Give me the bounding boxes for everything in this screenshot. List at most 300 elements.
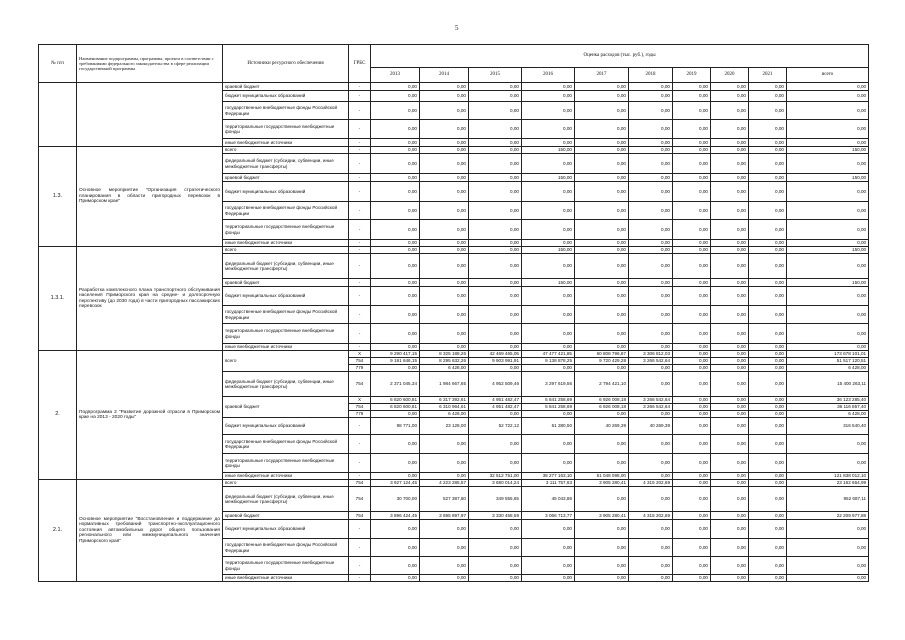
- table-row: [39, 480, 869, 487]
- value-cell: 0,00: [673, 279, 711, 287]
- grbs-cell: 754: [349, 404, 371, 411]
- value-cell: 0,00: [629, 254, 673, 279]
- value-cell: 23 128,00: [420, 418, 469, 435]
- value-cell: 0,00: [629, 91, 673, 102]
- value-cell: 3 306 812,03: [629, 351, 673, 358]
- value-cell: 0,00: [629, 139, 673, 147]
- value-cell: 0,00: [711, 102, 749, 120]
- source-cell: государственные внебюджетные фонды Российской Федерации: [223, 435, 349, 454]
- value-cell: 0,00: [673, 254, 711, 279]
- value-cell: 0,00: [420, 306, 469, 324]
- value-cell: 0,00: [575, 520, 629, 539]
- grbs-cell: 779: [349, 411, 371, 418]
- value-cell: 0,00: [371, 435, 420, 454]
- value-cell: 0,00: [711, 120, 749, 139]
- value-cell: 0,00: [673, 351, 711, 358]
- header-year: 2013: [371, 68, 420, 83]
- value-cell: 0,00: [469, 247, 522, 254]
- grbs-cell: -: [349, 182, 371, 202]
- value-cell: 0,00: [749, 147, 787, 154]
- value-cell: 0,00: [673, 372, 711, 397]
- value-cell: 0,00: [469, 324, 522, 344]
- value-cell: 2 371 045,34: [371, 372, 420, 397]
- value-cell: 0,00: [787, 557, 869, 575]
- table-row: [39, 247, 869, 254]
- grbs-cell: -: [349, 279, 371, 287]
- value-cell: 0,00: [420, 473, 469, 480]
- value-cell: 0,00: [420, 344, 469, 351]
- value-cell: 0,00: [749, 411, 787, 418]
- value-cell: 0,00: [629, 202, 673, 220]
- value-cell: 0,00: [673, 247, 711, 254]
- value-cell: 0,00: [749, 365, 787, 372]
- value-cell: 0,00: [575, 83, 629, 91]
- value-cell: 0,00: [522, 435, 575, 454]
- value-cell: 0,00: [575, 557, 629, 575]
- header-estimate: Оценка расходов (тыс. руб.), годы: [371, 45, 869, 68]
- value-cell: 0,00: [711, 351, 749, 358]
- value-cell: 0,00: [469, 344, 522, 351]
- header-year: 2014: [420, 68, 469, 83]
- value-cell: 0,00: [420, 247, 469, 254]
- table-row: [39, 83, 869, 91]
- value-cell: 0,00: [629, 306, 673, 324]
- value-cell: 22 209 977,88: [787, 512, 869, 520]
- value-cell: 47 477 421,85: [522, 351, 575, 358]
- value-cell: 0,00: [522, 182, 575, 202]
- value-cell: 0,00: [575, 202, 629, 220]
- value-cell: 0,00: [787, 139, 869, 147]
- value-cell: 0,00: [749, 372, 787, 397]
- value-cell: 0,00: [575, 435, 629, 454]
- value-cell: 0,00: [371, 240, 420, 247]
- value-cell: 51 517 120,51: [787, 358, 869, 365]
- value-cell: 0,00: [749, 351, 787, 358]
- value-cell: 0,00: [522, 287, 575, 306]
- value-cell: 0,00: [629, 174, 673, 182]
- source-cell: федеральный бюджет (субсидии, субвенции, иные межбюджетные трансферты): [223, 487, 349, 512]
- value-cell: 0,00: [629, 520, 673, 539]
- value-cell: 0,00: [749, 344, 787, 351]
- value-cell: 0,00: [575, 365, 629, 372]
- value-cell: 3 896 424,45: [371, 512, 420, 520]
- value-cell: 0,00: [673, 102, 711, 120]
- header-year: 2021: [749, 68, 787, 83]
- value-cell: 0,00: [420, 287, 469, 306]
- value-cell: 0,00: [787, 344, 869, 351]
- value-cell: 0,00: [371, 473, 420, 480]
- value-cell: 0,00: [575, 306, 629, 324]
- value-cell: 0,00: [522, 220, 575, 240]
- value-cell: 0,00: [673, 287, 711, 306]
- source-cell: государственные внебюджетные фонды Российской Федерации: [223, 539, 349, 557]
- value-cell: 0,00: [575, 102, 629, 120]
- value-cell: 0,00: [749, 247, 787, 254]
- value-cell: 0,00: [787, 287, 869, 306]
- value-cell: 0,00: [629, 575, 673, 582]
- value-cell: 6 820 600,81: [371, 397, 420, 404]
- source-cell: краевой бюджет: [223, 83, 349, 91]
- value-cell: 0,00: [787, 306, 869, 324]
- header-year: 2016: [522, 68, 575, 83]
- value-cell: 0,00: [522, 240, 575, 247]
- value-cell: 0,00: [711, 487, 749, 512]
- value-cell: 0,00: [749, 575, 787, 582]
- value-cell: 0,00: [673, 365, 711, 372]
- value-cell: 0,00: [371, 254, 420, 279]
- header-name: Наименование подпрограммы, программы, проекта в соответствии с требованиями федерального законодательства в сфере реализации государственной программы: [77, 45, 223, 83]
- value-cell: 0,00: [522, 154, 575, 174]
- value-cell: 40 269,39: [629, 418, 673, 435]
- source-cell: территориальные государственные внебюджетные фонды: [223, 454, 349, 473]
- value-cell: 0,00: [469, 520, 522, 539]
- value-cell: 0,00: [711, 254, 749, 279]
- value-cell: 150,00: [787, 279, 869, 287]
- value-cell: 0,00: [629, 287, 673, 306]
- value-cell: 0,00: [749, 358, 787, 365]
- grbs-cell: -: [349, 306, 371, 324]
- value-cell: 0,00: [575, 487, 629, 512]
- value-cell: 0,00: [749, 306, 787, 324]
- value-cell: 0,00: [420, 102, 469, 120]
- value-cell: 0,00: [371, 247, 420, 254]
- value-cell: 0,00: [673, 473, 711, 480]
- source-cell: государственные внебюджетные фонды Российской Федерации: [223, 102, 349, 120]
- value-cell: 0,00: [469, 454, 522, 473]
- value-cell: 0,00: [711, 83, 749, 91]
- value-cell: 0,00: [629, 454, 673, 473]
- value-cell: 0,00: [371, 102, 420, 120]
- value-cell: 3 927 124,45: [371, 480, 420, 487]
- source-cell: федеральный бюджет (субсидии, субвенции, иные межбюджетные трансферты): [223, 254, 349, 279]
- value-cell: 0,00: [711, 575, 749, 582]
- value-cell: 6 820 600,81: [371, 404, 420, 411]
- value-cell: 9 138 878,25: [522, 358, 575, 365]
- value-cell: 0,00: [711, 512, 749, 520]
- value-cell: 0,00: [469, 220, 522, 240]
- value-cell: 0,00: [575, 247, 629, 254]
- value-cell: 0,00: [469, 287, 522, 306]
- value-cell: 8 325 188,26: [420, 351, 469, 358]
- value-cell: 0,00: [420, 120, 469, 139]
- value-cell: 0,00: [673, 435, 711, 454]
- source-cell: иные внебюджетные источники: [223, 575, 349, 582]
- value-cell: 0,00: [711, 520, 749, 539]
- value-cell: 6 428,00: [787, 365, 869, 372]
- value-cell: 0,00: [575, 287, 629, 306]
- grbs-cell: -: [349, 575, 371, 582]
- source-cell: территориальные государственные внебюджетные фонды: [223, 324, 349, 344]
- value-cell: 0,00: [711, 182, 749, 202]
- value-cell: 2 794 421,10: [575, 372, 629, 397]
- value-cell: 0,00: [522, 411, 575, 418]
- value-cell: 0,00: [711, 240, 749, 247]
- value-cell: 0,00: [575, 154, 629, 174]
- value-cell: 0,00: [749, 254, 787, 279]
- value-cell: 0,00: [575, 174, 629, 182]
- grbs-cell: -: [349, 539, 371, 557]
- value-cell: 0,00: [469, 575, 522, 582]
- value-cell: 36 123 285,40: [787, 397, 869, 404]
- source-cell: государственные внебюджетные фонды Российской Федерации: [223, 202, 349, 220]
- value-cell: 4 315 202,69: [629, 480, 673, 487]
- value-cell: 0,00: [711, 202, 749, 220]
- value-cell: 51 048 098,00: [575, 473, 629, 480]
- value-cell: 0,00: [749, 324, 787, 344]
- value-cell: 0,00: [522, 102, 575, 120]
- value-cell: 40 269,39: [575, 418, 629, 435]
- source-cell: краевой бюджет: [223, 397, 349, 418]
- value-cell: 0,00: [420, 539, 469, 557]
- value-cell: 0,00: [749, 435, 787, 454]
- grbs-cell: -: [349, 120, 371, 139]
- value-cell: 0,00: [629, 83, 673, 91]
- value-cell: 0,00: [673, 512, 711, 520]
- source-cell: иные внебюджетные источники: [223, 139, 349, 147]
- value-cell: 0,00: [420, 202, 469, 220]
- value-cell: 0,00: [711, 344, 749, 351]
- value-cell: 0,00: [749, 404, 787, 411]
- value-cell: 0,00: [711, 372, 749, 397]
- header-year: 2020: [711, 68, 749, 83]
- value-cell: 0,00: [371, 154, 420, 174]
- value-cell: 0,00: [575, 411, 629, 418]
- value-cell: 0,00: [711, 404, 749, 411]
- grbs-cell: -: [349, 91, 371, 102]
- source-cell: иные внебюджетные источники: [223, 344, 349, 351]
- value-cell: 0,00: [673, 91, 711, 102]
- table-row: [39, 351, 869, 358]
- value-cell: 0,00: [469, 365, 522, 372]
- source-cell: иные внебюджетные источники: [223, 240, 349, 247]
- value-cell: 0,00: [629, 120, 673, 139]
- value-cell: 3 680 014,24: [469, 480, 522, 487]
- value-cell: 4 951 482,47: [469, 397, 522, 404]
- value-cell: 0,00: [673, 575, 711, 582]
- value-cell: 150,00: [522, 147, 575, 154]
- value-cell: 0,00: [371, 324, 420, 344]
- value-cell: 0,00: [629, 539, 673, 557]
- source-cell: территориальные государственные внебюджетные фонды: [223, 220, 349, 240]
- value-cell: 0,00: [749, 102, 787, 120]
- value-cell: 0,00: [469, 202, 522, 220]
- value-cell: 0,00: [787, 240, 869, 247]
- value-cell: 0,00: [673, 480, 711, 487]
- item-number: [39, 83, 77, 147]
- value-cell: 0,00: [420, 139, 469, 147]
- source-cell: бюджет муниципальных образований: [223, 91, 349, 102]
- value-cell: 0,00: [420, 454, 469, 473]
- grbs-cell: -: [349, 287, 371, 306]
- value-cell: 0,00: [787, 575, 869, 582]
- value-cell: 0,00: [522, 324, 575, 344]
- value-cell: 0,00: [711, 139, 749, 147]
- value-cell: 8 295 632,26: [420, 358, 469, 365]
- value-cell: 0,00: [749, 120, 787, 139]
- value-cell: 0,00: [575, 147, 629, 154]
- value-cell: 6 428,00: [787, 411, 869, 418]
- value-cell: 6 428,00: [420, 365, 469, 372]
- value-cell: 0,00: [629, 154, 673, 174]
- value-cell: 1 984 667,65: [420, 372, 469, 397]
- value-cell: 32 512 751,00: [469, 473, 522, 480]
- value-cell: 0,00: [749, 473, 787, 480]
- value-cell: 0,00: [420, 182, 469, 202]
- value-cell: 4 951 482,47: [469, 404, 522, 411]
- value-cell: 0,00: [575, 139, 629, 147]
- value-cell: 0,00: [575, 254, 629, 279]
- value-cell: 98 771,00: [371, 418, 420, 435]
- item-number: 2.1.: [39, 480, 77, 582]
- value-cell: 6 428,00: [420, 411, 469, 418]
- grbs-cell: -: [349, 418, 371, 435]
- value-cell: 0,00: [469, 557, 522, 575]
- value-cell: 0,00: [522, 202, 575, 220]
- value-cell: 0,00: [673, 324, 711, 344]
- value-cell: 0,00: [749, 418, 787, 435]
- grbs-cell: -: [349, 139, 371, 147]
- value-cell: 952 687,11: [787, 487, 869, 512]
- source-cell: государственные внебюджетные фонды Российской Федерации: [223, 306, 349, 324]
- grbs-cell: -: [349, 174, 371, 182]
- value-cell: 0,00: [522, 575, 575, 582]
- value-cell: 150,00: [787, 147, 869, 154]
- value-cell: 0,00: [371, 220, 420, 240]
- value-cell: 0,00: [629, 344, 673, 351]
- value-cell: 0,00: [469, 182, 522, 202]
- value-cell: 0,00: [575, 324, 629, 344]
- value-cell: 0,00: [420, 557, 469, 575]
- value-cell: 38 277 163,10: [522, 473, 575, 480]
- source-cell: всего: [223, 480, 349, 487]
- value-cell: 0,00: [420, 174, 469, 182]
- value-cell: 0,00: [629, 487, 673, 512]
- value-cell: 0,00: [749, 397, 787, 404]
- value-cell: 0,00: [629, 557, 673, 575]
- value-cell: 0,00: [711, 154, 749, 174]
- value-cell: 0,00: [673, 83, 711, 91]
- item-name: Разработка комплексного плана транспортного обслуживания населения Приморского края на средне- и долгосрочную перспективу (до 2030 года) в части пригородных пассажирских перевозок: [77, 247, 223, 351]
- value-cell: 60 808 796,67: [575, 351, 629, 358]
- value-cell: 173 678 101,01: [787, 351, 869, 358]
- value-cell: 0,00: [787, 120, 869, 139]
- value-cell: 121 838 012,10: [787, 473, 869, 480]
- value-cell: 0,00: [575, 120, 629, 139]
- value-cell: 0,00: [371, 454, 420, 473]
- value-cell: 0,00: [787, 520, 869, 539]
- value-cell: 0,00: [673, 174, 711, 182]
- value-cell: 0,00: [673, 557, 711, 575]
- grbs-cell: -: [349, 102, 371, 120]
- value-cell: 0,00: [522, 83, 575, 91]
- header-grbs: ГРБС: [349, 45, 371, 83]
- value-cell: 0,00: [371, 287, 420, 306]
- value-cell: 0,00: [673, 147, 711, 154]
- value-cell: 0,00: [575, 454, 629, 473]
- value-cell: 9 720 429,28: [575, 358, 629, 365]
- grbs-cell: -: [349, 202, 371, 220]
- value-cell: 0,00: [371, 557, 420, 575]
- value-cell: 0,00: [673, 454, 711, 473]
- value-cell: 0,00: [469, 91, 522, 102]
- value-cell: 3 905 280,41: [575, 480, 629, 487]
- value-cell: 0,00: [420, 575, 469, 582]
- value-cell: 0,00: [673, 154, 711, 174]
- value-cell: 15 400 263,11: [787, 372, 869, 397]
- value-cell: 0,00: [371, 83, 420, 91]
- value-cell: 0,00: [420, 435, 469, 454]
- value-cell: 52 722,12: [469, 418, 522, 435]
- value-cell: 0,00: [787, 324, 869, 344]
- value-cell: 0,00: [469, 174, 522, 182]
- value-cell: 0,00: [629, 102, 673, 120]
- value-cell: 0,00: [749, 154, 787, 174]
- value-cell: 0,00: [749, 487, 787, 512]
- grbs-cell: -: [349, 247, 371, 254]
- value-cell: 0,00: [629, 220, 673, 240]
- value-cell: 3 905 280,41: [575, 512, 629, 520]
- value-cell: 0,00: [749, 139, 787, 147]
- value-cell: 0,00: [371, 120, 420, 139]
- value-cell: 0,00: [711, 480, 749, 487]
- value-cell: 0,00: [749, 539, 787, 557]
- value-cell: 0,00: [711, 454, 749, 473]
- source-cell: всего: [223, 147, 349, 154]
- value-cell: 0,00: [711, 287, 749, 306]
- value-cell: 150,00: [522, 247, 575, 254]
- source-cell: краевой бюджет: [223, 279, 349, 287]
- value-cell: 316 540,40: [787, 418, 869, 435]
- value-cell: 0,00: [420, 279, 469, 287]
- value-cell: 6 926 008,18: [575, 397, 629, 404]
- value-cell: 0,00: [749, 512, 787, 520]
- value-cell: 3 330 458,59: [469, 512, 522, 520]
- value-cell: 5 841 258,69: [522, 404, 575, 411]
- value-cell: 0,00: [711, 411, 749, 418]
- value-cell: 0,00: [787, 202, 869, 220]
- value-cell: 0,00: [629, 324, 673, 344]
- value-cell: 0,00: [371, 279, 420, 287]
- value-cell: 0,00: [673, 539, 711, 557]
- value-cell: 0,00: [749, 520, 787, 539]
- value-cell: 0,00: [371, 344, 420, 351]
- value-cell: 0,00: [673, 120, 711, 139]
- value-cell: 0,00: [673, 182, 711, 202]
- value-cell: 0,00: [673, 411, 711, 418]
- value-cell: 0,00: [469, 83, 522, 91]
- value-cell: 0,00: [469, 254, 522, 279]
- value-cell: 0,00: [420, 154, 469, 174]
- value-cell: 150,00: [787, 174, 869, 182]
- value-cell: 0,00: [371, 147, 420, 154]
- value-cell: 0,00: [420, 254, 469, 279]
- source-cell: краевой бюджет: [223, 174, 349, 182]
- value-cell: 0,00: [629, 247, 673, 254]
- value-cell: 0,00: [749, 220, 787, 240]
- grbs-cell: -: [349, 454, 371, 473]
- value-cell: 3 066 713,77: [522, 512, 575, 520]
- header-year: 2015: [469, 68, 522, 83]
- page-number: 5: [455, 24, 459, 32]
- source-cell: территориальные государственные внебюджетные фонды: [223, 120, 349, 139]
- value-cell: 0,00: [787, 539, 869, 557]
- value-cell: 0,00: [629, 240, 673, 247]
- value-cell: 0,00: [371, 539, 420, 557]
- value-cell: 0,00: [522, 344, 575, 351]
- value-cell: 0,00: [787, 254, 869, 279]
- source-cell: федеральный бюджет (субсидии, субвенции, иные межбюджетные трансферты): [223, 372, 349, 397]
- value-cell: 0,00: [629, 147, 673, 154]
